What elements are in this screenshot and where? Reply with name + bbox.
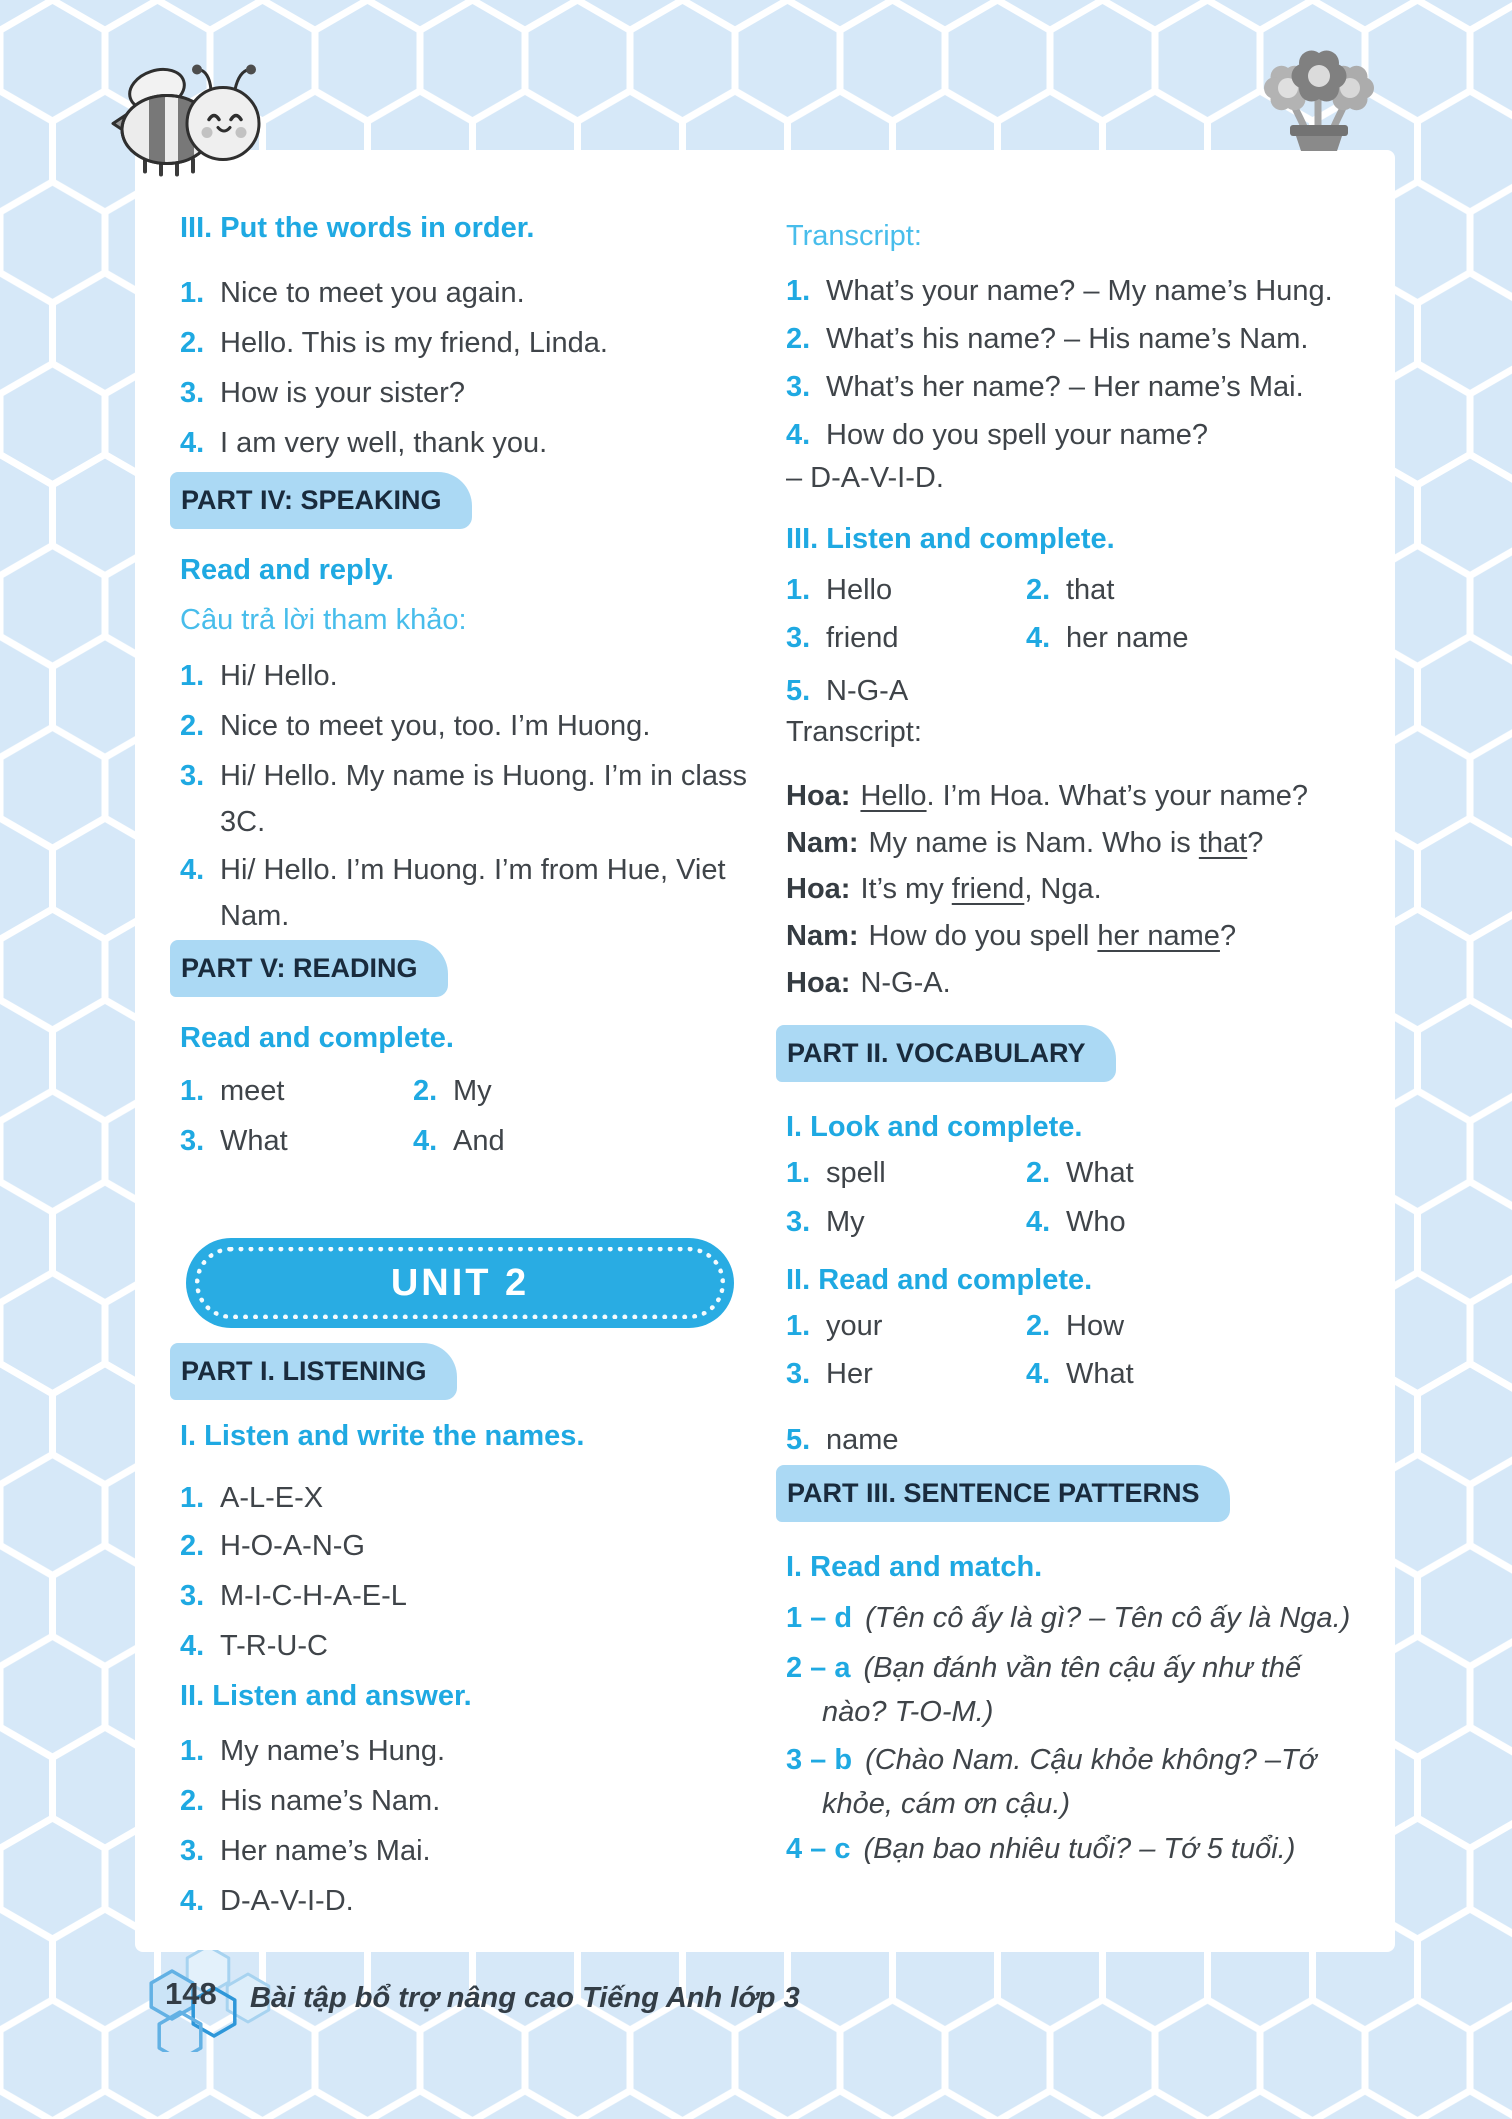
item-text: Who — [1066, 1206, 1126, 1238]
item-text: H-O-A-N-G — [220, 1530, 365, 1562]
dialogue-text: How do you spell her name? — [868, 920, 1237, 952]
answer-cell — [1026, 574, 1114, 607]
answer-item — [180, 1623, 328, 1669]
item-text: spell — [826, 1157, 886, 1189]
answer-cell — [413, 1125, 505, 1158]
answer-item — [180, 753, 747, 845]
item-text: friend — [826, 622, 899, 654]
answer-item — [786, 1417, 899, 1463]
item-text: meet — [220, 1075, 285, 1107]
item-text: What’s his name? – His name’s Nam. — [826, 323, 1309, 355]
item-text: A-L-E-X — [220, 1482, 324, 1514]
answer-item — [786, 364, 1304, 410]
item-continuation: – D-A-V-I-D. — [786, 462, 944, 494]
answer-item — [180, 420, 547, 466]
answer-item — [180, 270, 525, 316]
item-text: How do you spell your name? — [826, 419, 1209, 451]
answer-row — [180, 1125, 505, 1158]
unit-title: UNIT 2 — [390, 1261, 530, 1304]
item-number: 2. — [180, 710, 205, 742]
item-text: I am very well, thank you. — [220, 427, 548, 459]
match-text-continuation: khỏe, cám ơn cậu.) — [822, 1788, 1071, 1820]
part-header-reading: PART V: READING — [170, 940, 448, 997]
match-text: (Bạn đánh vần tên cậu ấy như thế — [863, 1652, 1302, 1684]
match-text-continuation: nào? T-O-M.) — [822, 1696, 994, 1728]
item-number: 3. — [786, 371, 811, 403]
answer-cell — [786, 1310, 1026, 1343]
exercise-title: II. Read and complete. — [786, 1264, 1093, 1296]
item-number: 2. — [180, 327, 205, 359]
item-text: What’s her name? – Her name’s Mai. — [826, 371, 1304, 403]
item-number: 4. — [180, 1630, 205, 1662]
answer-cell — [786, 622, 1026, 655]
item-text: T-R-U-C — [220, 1630, 328, 1662]
answer-cell — [180, 1125, 413, 1158]
transcript-label: Transcript: — [786, 220, 922, 252]
item-number: 1. — [180, 1482, 205, 1514]
match-text: (Bạn bao nhiêu tuổi? – Tớ 5 tuổi.) — [863, 1833, 1296, 1865]
item-text: Her — [826, 1358, 873, 1390]
item-text: N-G-A — [826, 675, 909, 707]
item-text: D-A-V-I-D. — [220, 1885, 354, 1917]
item-text: Her name’s Mai. — [220, 1835, 431, 1867]
item-number: 1. — [180, 277, 205, 309]
dialogue-text: My name is Nam. Who is that? — [868, 827, 1264, 859]
answer-item — [180, 1523, 365, 1569]
match-item — [786, 1602, 1350, 1635]
item-text: Hello — [826, 574, 893, 606]
item-text: Hello. This is my friend, Linda. — [220, 327, 608, 359]
item-text: What — [1066, 1157, 1134, 1189]
dialogue-line — [786, 869, 1102, 909]
item-number: 1. — [180, 660, 205, 692]
match-key: 4 – c — [786, 1833, 851, 1865]
item-number: 2. — [180, 1785, 205, 1817]
match-item — [786, 1744, 1316, 1777]
match-key: 3 – b — [786, 1744, 853, 1776]
transcript-label: Transcript: — [786, 716, 922, 748]
item-text: How is your sister? — [220, 377, 465, 409]
answer-cell — [1026, 1358, 1134, 1391]
item-text: Nice to meet you, too. I’m Huong. — [220, 710, 651, 742]
dialogue-line — [786, 963, 951, 1003]
speaker-name: Hoa: — [786, 967, 851, 999]
exercise-title: I. Listen and write the names. — [180, 1420, 585, 1452]
part-header-vocabulary: PART II. VOCABULARY — [776, 1025, 1116, 1082]
answer-row — [786, 1310, 1124, 1343]
item-number: 1. — [786, 275, 811, 307]
item-number: 3. — [180, 760, 205, 792]
answer-cell — [786, 1358, 1026, 1391]
item-number: 4. — [1026, 622, 1051, 654]
item-number: 4. — [413, 1125, 438, 1157]
item-number: 2. — [1026, 1310, 1051, 1342]
item-text: How — [1066, 1310, 1125, 1342]
part-header-listening: PART I. LISTENING — [170, 1343, 457, 1400]
match-text: (Chào Nam. Cậu khỏe không? –Tớ — [865, 1744, 1317, 1776]
answer-cell — [786, 1206, 1026, 1239]
answer-cell — [786, 574, 1026, 607]
item-number: 3. — [180, 1580, 205, 1612]
item-text: Nice to meet you again. — [220, 277, 525, 309]
dialogue-text: It’s my friend, Nga. — [860, 873, 1102, 905]
item-text: What — [220, 1125, 288, 1157]
match-item — [786, 1833, 1295, 1866]
item-text: Hi/ Hello. — [220, 660, 338, 692]
exercise-title: III. Listen and complete. — [786, 523, 1115, 555]
item-text: His name’s Nam. — [220, 1785, 441, 1817]
exercise-subtitle: Read and reply. — [180, 554, 394, 586]
page-number: 148 — [165, 1976, 217, 2011]
item-text: What — [1066, 1358, 1134, 1390]
left-column — [180, 150, 747, 1952]
part-header-speaking: PART IV: SPEAKING — [170, 472, 472, 529]
item-number: 1. — [786, 1157, 811, 1189]
answer-item — [180, 653, 338, 699]
dialogue-text: Hello. I’m Hoa. What’s your name? — [860, 780, 1308, 812]
answer-row — [786, 1206, 1126, 1239]
answer-item — [180, 847, 726, 939]
part-header-sentence-patterns: PART III. SENTENCE PATTERNS — [776, 1465, 1230, 1522]
answer-row — [786, 1157, 1134, 1190]
match-key: 1 – d — [786, 1602, 853, 1634]
exercise-title: II. Listen and answer. — [180, 1680, 472, 1712]
answer-item — [180, 1828, 431, 1874]
item-number: 1. — [180, 1075, 205, 1107]
item-number: 2. — [180, 1530, 205, 1562]
item-number: 1. — [786, 1310, 811, 1342]
exercise-subtitle: Read and complete. — [180, 1022, 454, 1054]
answer-cell — [1026, 1206, 1126, 1239]
item-number: 5. — [786, 1424, 811, 1456]
unit-2-banner — [186, 1238, 734, 1328]
answer-item — [180, 1728, 445, 1774]
dotted-border — [195, 1247, 725, 1319]
item-number: 1. — [786, 574, 811, 606]
answer-item — [786, 316, 1308, 362]
item-text: Hi/ Hello. My name is Huong. I’m in class 3C. — [220, 760, 747, 838]
exercise-title: I. Look and complete. — [786, 1111, 1083, 1143]
flower-pot-icon — [1240, 48, 1395, 153]
answer-row — [180, 1075, 492, 1108]
answer-item — [180, 320, 608, 366]
answer-item — [180, 1573, 407, 1619]
item-number: 2. — [413, 1075, 438, 1107]
exercise-title: I. Read and match. — [786, 1551, 1043, 1583]
answer-item — [180, 370, 465, 416]
item-number: 2. — [786, 323, 811, 355]
dialogue-line — [786, 776, 1308, 816]
speaker-name: Nam: — [786, 827, 859, 859]
item-text: My — [826, 1206, 865, 1238]
answer-cell — [786, 1157, 1026, 1190]
speaker-name: Hoa: — [786, 873, 851, 905]
exercise-title: III. Put the words in order. — [180, 212, 535, 244]
dialogue-line — [786, 916, 1236, 956]
speaker-name: Nam: — [786, 920, 859, 952]
item-number: 4. — [180, 427, 205, 459]
match-key: 2 – a — [786, 1652, 851, 1684]
item-number: 3. — [180, 1125, 205, 1157]
item-number: 1. — [180, 1735, 205, 1767]
answer-item — [786, 412, 1208, 458]
item-text: Hi/ Hello. I’m Huong. I’m from Hue, Viet Nam. — [220, 854, 726, 932]
item-number: 4. — [786, 419, 811, 451]
item-text: What’s your name? – My name’s Hung. — [826, 275, 1333, 307]
right-column — [786, 150, 1366, 1952]
answer-cell — [1026, 1157, 1134, 1190]
item-number: 3. — [786, 1206, 811, 1238]
item-number: 4. — [180, 854, 205, 886]
dialogue-line — [786, 823, 1263, 863]
item-number: 3. — [786, 1358, 811, 1390]
speaker-name: Hoa: — [786, 780, 851, 812]
item-text: her name — [1066, 622, 1189, 654]
answer-cell — [413, 1075, 492, 1108]
answer-row — [786, 1358, 1134, 1391]
item-text: My name’s Hung. — [220, 1735, 446, 1767]
answer-cell — [1026, 622, 1189, 655]
item-text: M-I-C-H-A-E-L — [220, 1580, 407, 1612]
match-item — [786, 1652, 1301, 1685]
item-number: 5. — [786, 675, 811, 707]
answer-item — [180, 703, 650, 749]
answer-item — [786, 268, 1333, 314]
answer-row — [786, 622, 1189, 655]
item-number: 2. — [1026, 1157, 1051, 1189]
answer-item — [180, 1778, 440, 1824]
item-text: name — [826, 1424, 899, 1456]
answer-cell — [1026, 1310, 1124, 1343]
item-number: 2. — [1026, 574, 1051, 606]
item-text: And — [453, 1125, 505, 1157]
item-text: that — [1066, 574, 1115, 606]
item-number: 4. — [180, 1885, 205, 1917]
item-number: 3. — [786, 622, 811, 654]
hint-label: Câu trả lời tham khảo: — [180, 604, 467, 636]
answer-cell — [180, 1075, 413, 1108]
item-text: My — [453, 1075, 492, 1107]
dialogue-text: N-G-A. — [860, 967, 951, 999]
match-text: (Tên cô ấy là gì? – Tên cô ấy là Nga.) — [865, 1602, 1351, 1634]
item-number: 4. — [1026, 1358, 1051, 1390]
item-number: 3. — [180, 1835, 205, 1867]
item-number: 4. — [1026, 1206, 1051, 1238]
answer-item — [786, 668, 908, 714]
answer-item — [180, 1475, 323, 1521]
book-title: Bài tập bổ trợ nâng cao Tiếng Anh lớp 3 — [250, 1982, 800, 2014]
answer-item — [180, 1878, 354, 1924]
item-text: your — [826, 1310, 883, 1342]
item-number: 3. — [180, 377, 205, 409]
answer-row — [786, 574, 1114, 607]
